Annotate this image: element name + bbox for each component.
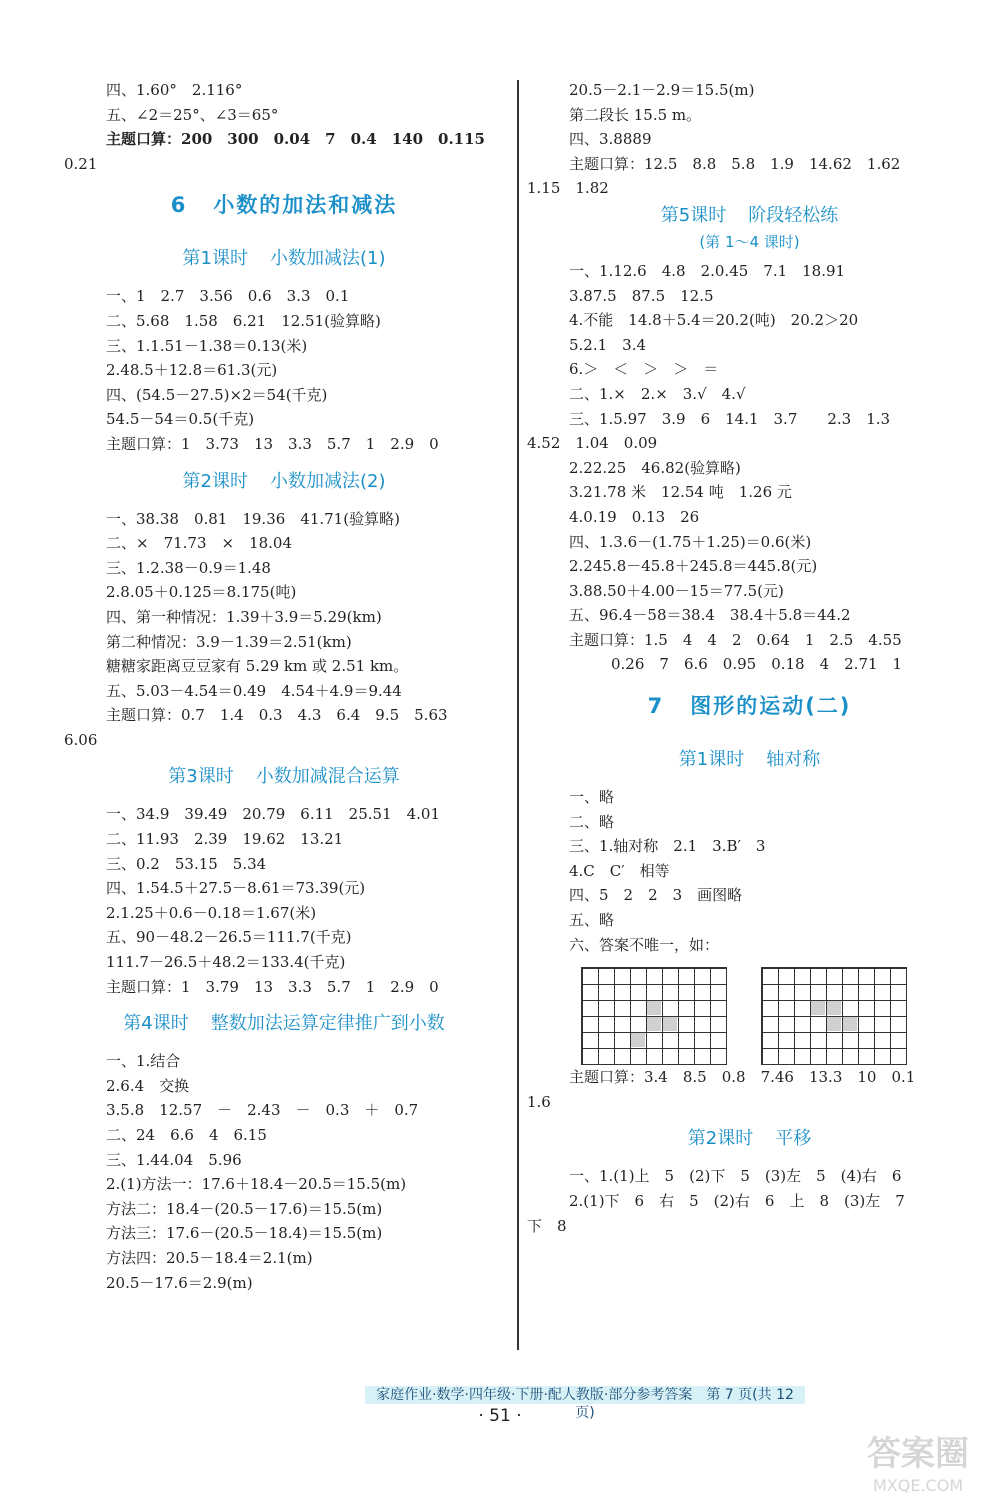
lesson-heading — [64, 457, 504, 507]
answer-line: 三、0.2 53.15 5.34 — [106, 854, 267, 873]
answer-line: 方法二：18.4－(20.5－17.6)＝15.5(m) — [106, 1199, 383, 1218]
lesson-heading — [527, 201, 972, 259]
shaded-cell — [811, 1001, 825, 1015]
answer-line: 20.5－17.6＝2.9(m) — [106, 1273, 253, 1292]
shaded-cell — [647, 1017, 661, 1031]
answer-line: 三、1.44.04 5.96 — [106, 1150, 242, 1169]
left-column — [64, 78, 504, 1295]
answer-line: 糖糖家距离豆豆家有 5.29 km 或 2.51 km。 — [106, 657, 409, 676]
lesson-label: 第2课时 — [182, 470, 248, 492]
answer-line: 一、34.9 39.49 20.79 6.11 25.51 4.01 — [106, 805, 441, 824]
answer-line: 54.5－54＝0.5(千克) — [106, 410, 255, 429]
shaded-cell — [827, 1017, 841, 1031]
answer-line: 主题口算：1 3.79 13 3.3 5.7 1 2.9 0 — [106, 977, 439, 996]
lesson-label: 第1课时 — [182, 248, 248, 270]
answer-line: 0.21 — [64, 154, 98, 173]
shaded-cell — [663, 1017, 677, 1031]
answer-line: 4.52 1.04 0.09 — [527, 434, 658, 453]
lesson-title: 阶段轻松练 — [748, 204, 839, 226]
answer-line: 方法三：17.6－(20.5－18.4)＝15.5(m) — [106, 1224, 383, 1243]
lesson-subtitle: (第 1～4 课时) — [699, 232, 800, 251]
answer-figures — [527, 957, 972, 1065]
lesson-title: 轴对称 — [766, 749, 821, 771]
answer-line: 4.0.19 0.13 26 — [569, 507, 700, 526]
lesson-heading — [527, 735, 972, 785]
chapter-title: 图形的运动(二) — [690, 694, 852, 719]
answer-line: 2.245.8－45.8＋245.8＝445.8(元) — [569, 557, 818, 576]
answer-line: 四、(54.5－27.5)×2＝54(千克) — [106, 385, 328, 404]
answer-line: 下 8 — [527, 1216, 567, 1235]
answer-line: 二、11.93 2.39 19.62 13.21 — [106, 830, 344, 849]
answer-line: 主题口算：3.4 8.5 0.8 7.46 13.3 10 0.1 — [569, 1068, 916, 1087]
answer-line: 0.26 7 6.6 0.95 0.18 4 2.71 1 — [611, 655, 903, 674]
shaded-cell — [827, 1001, 841, 1015]
answer-line: 2.(1)方法一：17.6＋18.4－20.5＝15.5(m) — [106, 1175, 407, 1194]
grid-figure-2 — [761, 967, 907, 1065]
chapter-heading — [527, 677, 972, 735]
answer-line: 一、1 2.7 3.56 0.6 3.3 0.1 — [106, 287, 350, 306]
answer-line: 五、∠2＝25°、∠3＝65° — [106, 105, 279, 124]
answer-line: 四、1.60° 2.116° — [106, 81, 243, 99]
answer-line: 三、1.1.51－1.38＝0.13(米) — [106, 336, 308, 355]
answer-line: 五、略 — [569, 911, 615, 930]
answer-line: 1.15 1.82 — [527, 179, 609, 198]
answer-line: 一、1.(1)上 5 (2)下 5 (3)左 5 (4)右 6 — [569, 1167, 902, 1186]
lesson-title: 平移 — [775, 1128, 812, 1150]
answer-line: 四、3.8889 — [569, 130, 652, 149]
answer-line: 二、5.68 1.58 6.21 12.51(验算略) — [106, 311, 381, 330]
answer-line: 二、1.× 2.× 3.√ 4.√ — [569, 384, 746, 403]
watermark-text: 答案圈 — [867, 1434, 969, 1474]
lesson-heading — [64, 752, 504, 802]
shaded-cell — [843, 1017, 857, 1031]
answer-line: 4.不能 14.8＋5.4＝20.2(吨) 20.2＞20 — [569, 311, 859, 330]
lesson-title: 小数加减混合运算 — [255, 766, 400, 788]
answer-line: 三、1.2.38－0.9＝1.48 — [106, 558, 271, 577]
lesson-label: 第5课时 — [660, 204, 727, 226]
answer-line: 一、略 — [569, 788, 615, 807]
answer-line: 主题口算：200 300 0.04 7 0.4 140 0.115 — [106, 130, 485, 149]
answer-line: 1.6 — [527, 1092, 551, 1111]
grid-figure-1 — [581, 967, 727, 1065]
lesson-title: 整数加法运算定律推广到小数 — [210, 1013, 445, 1035]
answer-line: 4.C C′ 相等 — [569, 861, 670, 880]
answer-line: 主题口算：12.5 8.8 5.8 1.9 14.62 1.62 — [569, 154, 901, 173]
lesson-label: 第2课时 — [687, 1128, 754, 1150]
answer-line: 主题口算：1 3.73 13 3.3 5.7 1 2.9 0 — [106, 434, 439, 453]
answer-line: 一、1.12.6 4.8 2.0.45 7.1 18.91 — [569, 261, 846, 280]
shaded-cell — [631, 1033, 645, 1047]
answer-line: 2.22.25 46.82(验算略) — [569, 458, 741, 477]
chapter-heading — [64, 176, 504, 234]
answer-line: 四、1.54.5＋27.5－8.61＝73.39(元) — [106, 879, 366, 898]
answer-line: 2.1.25＋0.6－0.18＝1.67(米) — [106, 903, 317, 922]
column-divider — [517, 80, 519, 1350]
answer-line: 6.＞ ＜ ＞ ＞ ＝ — [569, 360, 719, 379]
answer-line: 五、90－48.2－26.5＝111.7(千克) — [106, 928, 352, 947]
answer-line: 6.06 — [64, 730, 98, 749]
lesson-label: 第3课时 — [168, 766, 234, 788]
answer-line: 二、24 6.6 4 6.15 — [106, 1126, 267, 1144]
answer-line: 一、1.结合 — [106, 1052, 181, 1071]
lesson-heading-line — [527, 201, 972, 231]
answer-line: 主题口算：0.7 1.4 0.3 4.3 6.4 9.5 5.63 — [106, 706, 448, 725]
lesson-title: 小数加减法(2) — [269, 470, 386, 492]
watermark-logo — [845, 1418, 995, 1502]
answer-line: 五、5.03－4.54＝0.49 4.54＋4.9＝9.44 — [106, 681, 402, 700]
chapter-title: 小数的加法和减法 — [213, 193, 398, 218]
answer-line: 2.(1)下 6 右 5 (2)右 6 上 8 (3)左 7 — [569, 1192, 905, 1210]
answer-line: 方法四：20.5－18.4＝2.1(m) — [106, 1248, 313, 1267]
right-column — [527, 78, 972, 1238]
answer-line: 3.21.78 米 12.54 吨 1.26 元 — [569, 483, 792, 502]
lesson-title: 小数加减法(1) — [269, 248, 386, 270]
answer-line: 111.7－26.5＋48.2＝133.4(千克) — [106, 953, 346, 972]
answer-line: 2.48.5＋12.8＝61.3(元) — [106, 361, 278, 380]
answer-line: 四、5 2 2 3 画图略 — [569, 886, 743, 905]
answer-line: 第二段长 15.5 m。 — [569, 105, 702, 124]
answer-line: 五、96.4－58＝38.4 38.4＋5.8＝44.2 — [569, 606, 851, 625]
answer-line: 第二种情况：3.9－1.39＝2.51(km) — [106, 632, 352, 651]
answer-line: 3.88.50＋4.00－15＝77.5(元) — [569, 581, 784, 600]
lesson-label: 第1课时 — [678, 749, 745, 771]
answer-line: 5.2.1 3.4 — [569, 335, 647, 354]
answer-line: 四、第一种情况：1.39＋3.9＝5.29(km) — [106, 607, 382, 626]
lesson-heading — [527, 1114, 972, 1164]
answer-line: 2.8.05＋0.125＝8.175(吨) — [106, 583, 297, 602]
answer-line: 三、1.5.97 3.9 6 14.1 3.7 2.3 1.3 — [569, 409, 891, 428]
answer-line: 2.6.4 交换 — [106, 1076, 190, 1095]
lesson-heading — [64, 999, 504, 1049]
answer-line: 二、略 — [569, 812, 615, 831]
watermark-url: MXQE.COM — [873, 1476, 964, 1495]
answer-line: 三、1.轴对称 2.1 3.B′ 3 — [569, 837, 766, 856]
answer-line: 六、答案不唯一，如： — [569, 935, 720, 954]
answer-line: 四、1.3.6－(1.75＋1.25)＝0.6(米) — [569, 532, 812, 551]
answer-line: 一、38.38 0.81 19.36 41.71(验算略) — [106, 509, 400, 528]
lesson-heading — [64, 234, 504, 284]
answer-line: 二、× 71.73 × 18.04 — [106, 534, 293, 553]
answer-line: 20.5－2.1－2.9＝15.5(m) — [569, 81, 755, 99]
lesson-label: 第4课时 — [123, 1013, 189, 1035]
answer-line: 3.87.5 87.5 12.5 — [569, 286, 714, 305]
chapter-number: 6 — [170, 193, 188, 218]
shaded-cell — [647, 1001, 661, 1015]
page-footer: 家庭作业·数学·四年级·下册·配人教版·部分参考答案 第 7 页(共 12 页) — [365, 1386, 805, 1404]
answer-line: 3.5.8 12.57 － 2.43 － 0.3 ＋ 0.7 — [106, 1101, 419, 1120]
answer-line: 主题口算：1.5 4 4 2 0.64 1 2.5 4.55 — [569, 630, 902, 649]
page-number: · 51 · — [478, 1406, 522, 1426]
chapter-number: 7 — [647, 694, 665, 719]
